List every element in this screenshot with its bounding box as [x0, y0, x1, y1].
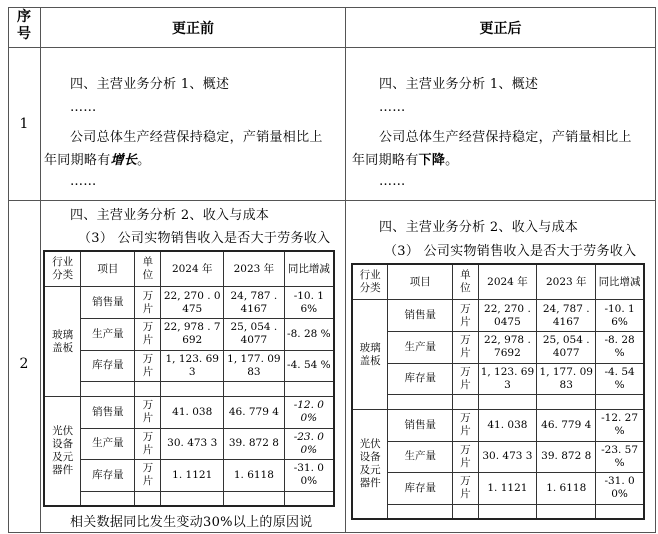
cell-2024: 22, 270 . 0475: [161, 287, 224, 319]
spacer-cell: [388, 395, 453, 410]
th-category: 行业分类: [352, 264, 388, 300]
cell-2023: 46. 779 4: [224, 396, 285, 428]
cell-yoy-changed: -12. 0 0%: [284, 396, 334, 428]
frame-row1-bottom: [8, 200, 656, 201]
cell-2023: 24, 787 . 4167: [537, 300, 596, 332]
table-row: [44, 428, 334, 460]
cell-2024: 1, 123. 693: [161, 350, 224, 382]
cell-item: 销售量: [81, 396, 135, 428]
frame-right: [655, 7, 656, 533]
spacer-cell: [284, 491, 334, 506]
cell-2023: 24, 787 . 4167: [224, 287, 285, 319]
spacer-cell: [81, 382, 135, 397]
th-2024: 2024 年: [478, 264, 537, 300]
th-yoy: 同比增减: [284, 251, 334, 287]
spacer-cell: [224, 382, 285, 397]
table-spacer-row: [44, 382, 334, 397]
cell-unit: 万片: [453, 473, 478, 505]
cell-2023: 1, 177. 0983: [537, 363, 596, 395]
row1-after-emphasis: 下降: [418, 153, 446, 168]
cell-unit: 万片: [453, 363, 478, 395]
cell-yoy: -31. 0 0%: [596, 473, 644, 505]
table-row: [44, 396, 334, 428]
category-pv: 光伏设备及元器件: [352, 409, 388, 519]
cell-item: 生产量: [81, 428, 135, 460]
spacer-cell: [161, 491, 224, 506]
cell-2024: 22, 270 . 0475: [478, 300, 537, 332]
cell-2023: 46. 779 4: [537, 409, 596, 441]
cell-2023: 1. 6118: [537, 473, 596, 505]
frame-top: [8, 7, 656, 8]
row1-after-ellipsis1: ……: [379, 100, 406, 115]
row1-seq: 1: [19, 116, 29, 132]
row1-before-line3-suffix: 。: [137, 153, 151, 168]
table-row: [352, 300, 644, 332]
cell-2023: 39. 872 8: [537, 441, 596, 473]
category-pv: 光伏设备及元器件: [44, 396, 81, 506]
table-spacer-row: [352, 395, 644, 410]
cell-unit: 万片: [453, 441, 478, 473]
spacer-cell: [596, 504, 644, 519]
cell-yoy: -31. 0 0%: [284, 460, 334, 492]
row1-before-emphasis: 增长: [110, 153, 138, 168]
cell-2024: 1. 1121: [161, 460, 224, 492]
cell-unit: 万片: [135, 350, 161, 382]
cell-unit: 万片: [453, 331, 478, 363]
cell-2024: 30. 473 3: [478, 441, 537, 473]
row1-after-ellipsis2: ……: [379, 174, 406, 189]
row2-after-title: 四、主营业务分析 2、收入与成本: [379, 220, 579, 235]
cell-2023: 25, 054 . 4077: [537, 331, 596, 363]
th-yoy: 同比增减: [596, 264, 644, 300]
table-row: [352, 331, 644, 363]
spacer-cell: [537, 504, 596, 519]
row1-before-line3-prefix: 年同期略有: [44, 153, 111, 168]
row1-after-line2: 公司总体生产经营保持稳定，产销量相比上: [379, 130, 632, 145]
row1-after-line3: [352, 149, 458, 168]
cell-unit: 万片: [135, 396, 161, 428]
cell-yoy: -4. 54 %: [596, 363, 644, 395]
frame-header-bottom: [8, 47, 656, 48]
table-row: [44, 287, 334, 319]
row2-after-subtitle: （3） 公司实物销售收入是否大于劳务收入: [384, 244, 637, 259]
cell-item: 销售量: [388, 300, 453, 332]
cell-item: 生产量: [81, 318, 135, 350]
row2-before-title: 四、主营业务分析 2、收入与成本: [70, 208, 270, 223]
cell-2023: 25, 054 . 4077: [224, 318, 285, 350]
cell-item: 库存量: [388, 363, 453, 395]
frame-left: [8, 7, 9, 533]
cell-item: 生产量: [388, 331, 453, 363]
table-spacer-row: [352, 504, 644, 519]
before-header: 更正前: [172, 21, 214, 37]
spacer-cell: [135, 491, 161, 506]
row1-after-line3-suffix: 。: [445, 153, 459, 168]
table-row: [352, 363, 644, 395]
cell-2024: 41. 038: [478, 409, 537, 441]
spacer-cell: [453, 395, 478, 410]
spacer-cell: [388, 504, 453, 519]
table-row: [352, 473, 644, 505]
cell-2023: 39. 872 8: [224, 428, 285, 460]
th-item: 项目: [81, 251, 135, 287]
cell-item: 库存量: [81, 460, 135, 492]
cell-yoy-corrected: -23. 57 %: [596, 441, 644, 473]
table-row: [44, 318, 334, 350]
category-glass: 玻璃盖板: [352, 300, 388, 410]
row1-after-line3-prefix: 年同期略有: [352, 153, 419, 168]
spacer-cell: [81, 491, 135, 506]
table-row: [352, 409, 644, 441]
before-table-header: [44, 251, 334, 287]
frame-mid-divider: [345, 7, 346, 533]
before-data-table: [43, 250, 335, 507]
row2-seq: 2: [19, 356, 29, 372]
row1-after-line1: 四、主营业务分析 1、概述: [379, 77, 539, 92]
th-unit: 单位: [135, 251, 161, 287]
spacer-cell: [453, 504, 478, 519]
cell-2024: 30. 473 3: [161, 428, 224, 460]
row1-before-line3: [44, 149, 150, 168]
table-spacer-row: [44, 491, 334, 506]
cell-2024: 22, 978 . 7692: [161, 318, 224, 350]
th-category: 行业分类: [44, 251, 81, 287]
table-row: [352, 441, 644, 473]
cell-2024: 1. 1121: [478, 473, 537, 505]
after-data-table: [351, 263, 645, 520]
category-glass: 玻璃盖板: [44, 287, 81, 397]
th-unit: 单位: [453, 264, 478, 300]
cell-yoy: -10. 1 6%: [284, 287, 334, 319]
row2-before-footer: 相关数据同比发生变动30%以上的原因说: [70, 515, 313, 530]
cell-unit: 万片: [135, 318, 161, 350]
after-table-header: [352, 264, 644, 300]
cell-2024: 41. 038: [161, 396, 224, 428]
cell-unit: 万片: [135, 460, 161, 492]
cell-yoy-corrected: -12. 27 %: [596, 409, 644, 441]
cell-item: 生产量: [388, 441, 453, 473]
cell-unit: 万片: [453, 300, 478, 332]
cell-unit: 万片: [453, 409, 478, 441]
cell-yoy: -8. 28 %: [284, 318, 334, 350]
spacer-cell: [596, 395, 644, 410]
row2-before-subtitle: （3） 公司实物销售收入是否大于劳务收入: [78, 231, 331, 246]
spacer-cell: [224, 491, 285, 506]
frame-seq-divider: [40, 7, 41, 533]
cell-item: 库存量: [388, 473, 453, 505]
cell-unit: 万片: [135, 287, 161, 319]
cell-2023: 1, 177. 0983: [224, 350, 285, 382]
spacer-cell: [135, 382, 161, 397]
cell-yoy-changed: -23. 0 0%: [284, 428, 334, 460]
seq-header: 序号: [17, 9, 31, 42]
table-row: [44, 350, 334, 382]
spacer-cell: [161, 382, 224, 397]
th-item: 项目: [388, 264, 453, 300]
th-2023: 2023 年: [537, 264, 596, 300]
cell-unit: 万片: [135, 428, 161, 460]
cell-item: 销售量: [81, 287, 135, 319]
cell-item: 库存量: [81, 350, 135, 382]
row1-before-ellipsis1: ……: [70, 100, 97, 115]
th-2023: 2023 年: [224, 251, 285, 287]
frame-bottom: [8, 532, 656, 533]
spacer-cell: [537, 395, 596, 410]
cell-yoy: -4. 54 %: [284, 350, 334, 382]
cell-2023: 1. 6118: [224, 460, 285, 492]
cell-2024: 22, 978 . 7692: [478, 331, 537, 363]
row1-before-line1: 四、主营业务分析 1、概述: [70, 77, 230, 92]
cell-yoy: -10. 1 6%: [596, 300, 644, 332]
row1-before-line2: 公司总体生产经营保持稳定，产销量相比上: [70, 130, 323, 145]
cell-yoy: -8. 28 %: [596, 331, 644, 363]
row1-before-ellipsis2: ……: [70, 174, 97, 189]
cell-item: 销售量: [388, 409, 453, 441]
cell-2024: 1, 123. 693: [478, 363, 537, 395]
spacer-cell: [478, 504, 537, 519]
th-2024: 2024 年: [161, 251, 224, 287]
table-row: [44, 460, 334, 492]
after-header: 更正后: [479, 21, 522, 37]
spacer-cell: [478, 395, 537, 410]
spacer-cell: [284, 382, 334, 397]
